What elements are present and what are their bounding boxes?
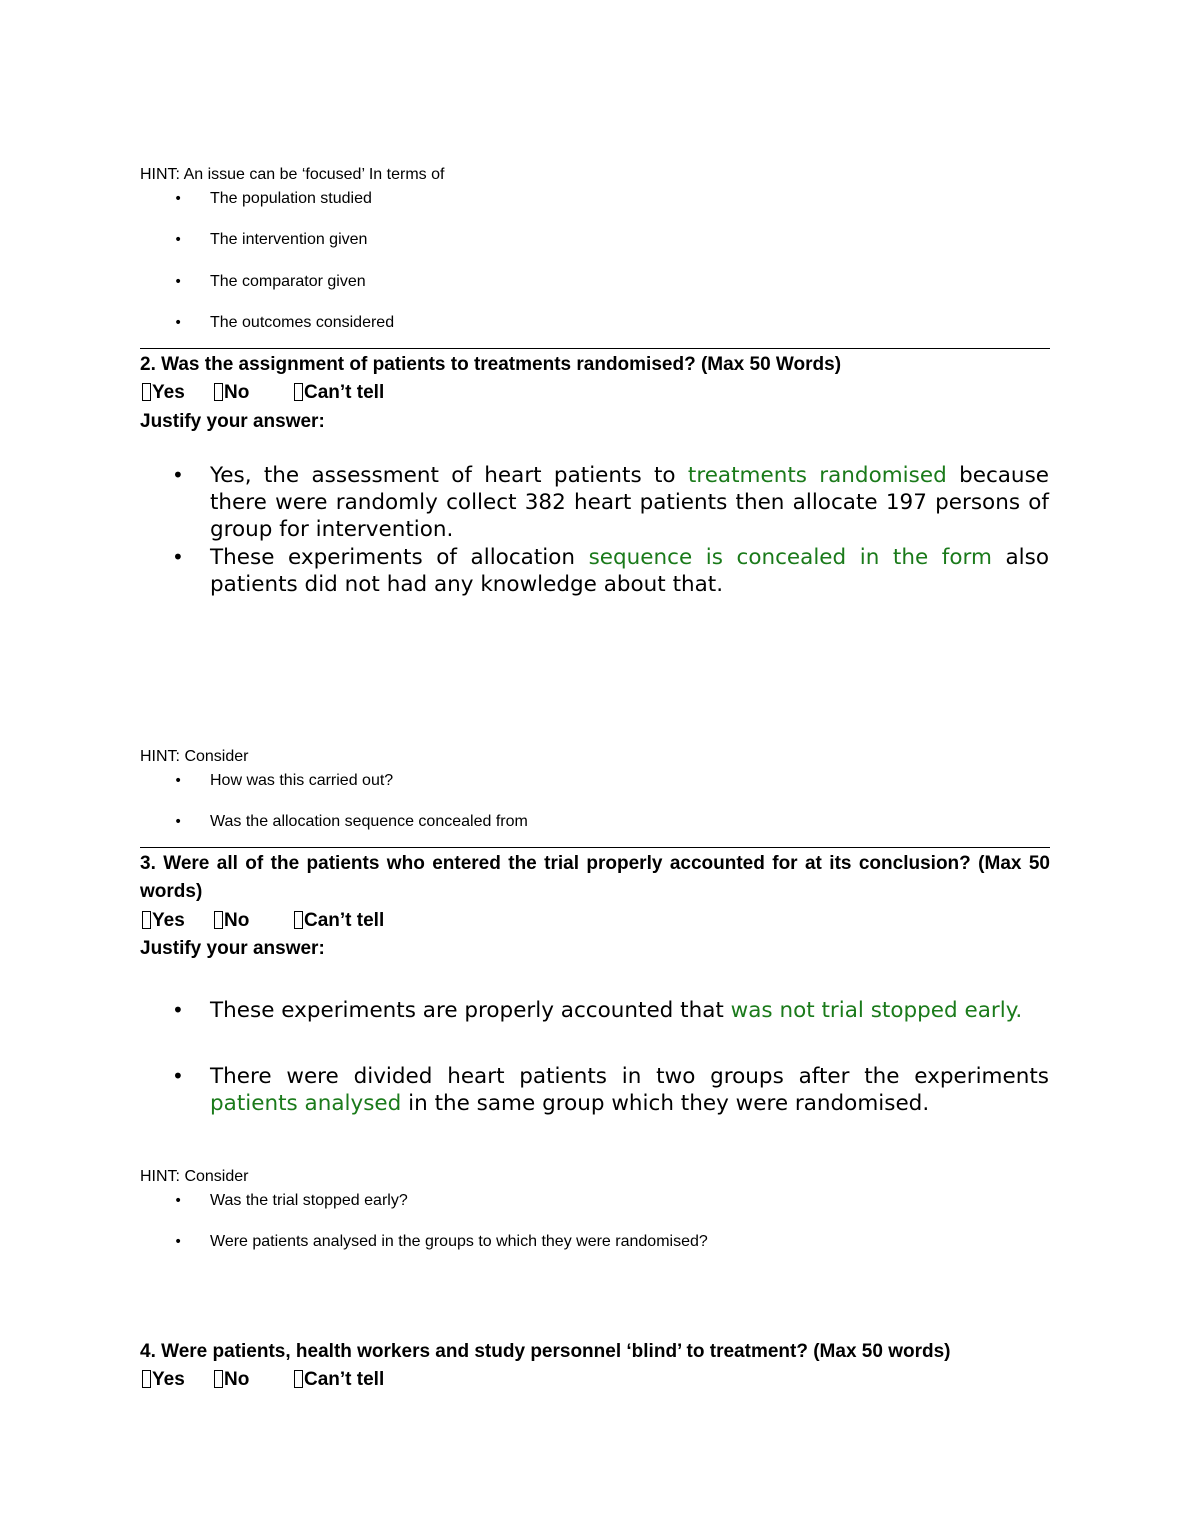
bullet-icon: • xyxy=(172,463,184,487)
checkbox-icon[interactable] xyxy=(142,1370,151,1388)
bullet-icon: • xyxy=(174,1193,183,1209)
option-yes[interactable]: Yes xyxy=(142,1366,185,1394)
question-3-title: 3. Were all of the patients who entered the trial properly accounted for at its conclusion? (Max 50 words) xyxy=(140,853,1050,902)
bullet-icon: • xyxy=(174,274,183,290)
option-no[interactable]: No xyxy=(214,907,249,935)
bullet-icon: • xyxy=(174,315,183,331)
question-2-options xyxy=(140,379,540,407)
hint-item: Was the allocation sequence concealed from xyxy=(210,813,528,830)
question-3-options xyxy=(140,907,540,935)
checkbox-icon[interactable] xyxy=(214,1370,223,1388)
justify-label: Justify your answer: xyxy=(140,411,325,432)
section-divider xyxy=(140,847,1050,848)
option-yes[interactable]: Yes xyxy=(142,907,185,935)
section-divider xyxy=(140,348,1050,349)
checkbox-icon[interactable] xyxy=(142,911,151,929)
option-cant-tell[interactable]: Can’t tell xyxy=(294,1366,384,1394)
hint-item: How was this carried out? xyxy=(210,772,394,789)
bullet-icon: • xyxy=(174,814,183,830)
bullet-icon: • xyxy=(172,1064,184,1088)
option-no[interactable]: No xyxy=(214,1366,249,1394)
hint-item: The population studied xyxy=(210,190,372,207)
bullet-icon: • xyxy=(172,998,184,1022)
checkbox-icon[interactable] xyxy=(214,383,223,401)
hint-title: HINT: Consider xyxy=(140,748,249,765)
bullet-icon: • xyxy=(174,191,183,207)
option-cant-tell[interactable]: Can’t tell xyxy=(294,379,384,407)
checkbox-icon[interactable] xyxy=(294,911,303,929)
question-2-title: 2. Was the assignment of patients to treatments randomised? (Max 50 Words) xyxy=(140,354,842,375)
checkbox-icon[interactable] xyxy=(214,911,223,929)
hint-item: The outcomes considered xyxy=(210,314,395,331)
answer-text: These experiments of allocation sequence is concealed in the form also patients did not had any knowledge about that. xyxy=(210,545,1049,597)
checkbox-icon[interactable] xyxy=(294,1370,303,1388)
question-4-title: 4. Were patients, health workers and study personnel ‘blind’ to treatment? (Max 50 words) xyxy=(140,1341,951,1362)
answer-text: These experiments are properly accounted that was not trial stopped early. xyxy=(210,998,1023,1023)
hint-item: The intervention given xyxy=(210,231,368,248)
option-yes[interactable]: Yes xyxy=(142,379,185,407)
answer-text: There were divided heart patients in two groups after the experiments patients analysed in the same group which they were randomised. xyxy=(210,1064,1049,1116)
bullet-icon: • xyxy=(174,1234,183,1250)
bullet-icon: • xyxy=(174,232,183,248)
hint-item: Was the trial stopped early? xyxy=(210,1192,408,1209)
hint-title: HINT: An issue can be ‘focused’ In terms of xyxy=(140,166,445,183)
question-4-options xyxy=(140,1366,540,1394)
hint-title: HINT: Consider xyxy=(140,1168,249,1185)
bullet-icon: • xyxy=(174,773,183,789)
hint-item: The comparator given xyxy=(210,273,366,290)
option-no[interactable]: No xyxy=(214,379,249,407)
bullet-icon: • xyxy=(172,545,184,569)
justify-label: Justify your answer: xyxy=(140,938,325,959)
hint-item: Were patients analysed in the groups to which they were randomised? xyxy=(210,1233,708,1250)
checkbox-icon[interactable] xyxy=(142,383,151,401)
option-cant-tell[interactable]: Can’t tell xyxy=(294,907,384,935)
answer-text: Yes, the assessment of heart patients to treatments randomised because there were randomly collect 382 heart patients then allocate 197 persons of group for intervention. xyxy=(210,463,1049,542)
checkbox-icon[interactable] xyxy=(294,383,303,401)
